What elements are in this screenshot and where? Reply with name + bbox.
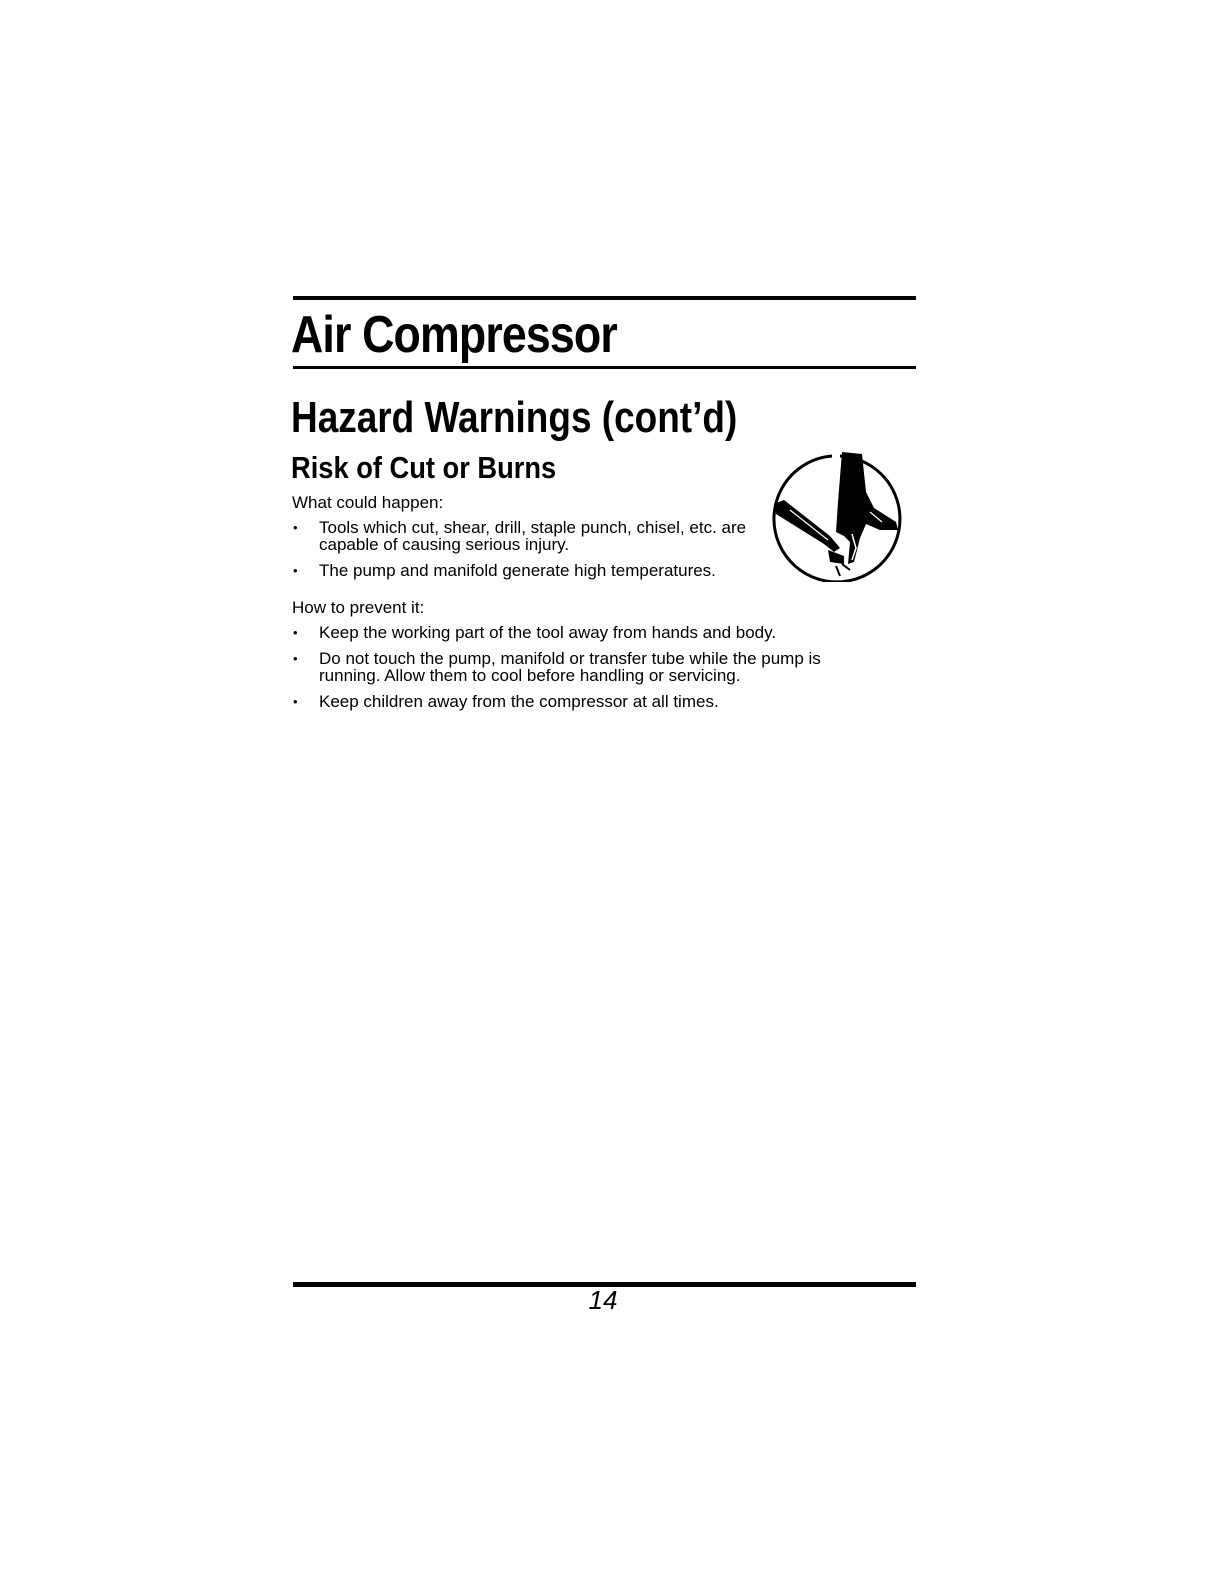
how-to-prevent-label: How to prevent it: xyxy=(292,598,425,617)
page-number: 14 xyxy=(588,1285,618,1315)
page-title: Air Compressor xyxy=(291,306,617,364)
what-could-happen-list xyxy=(292,519,789,588)
list-item: • Tools which cut, shear, drill, staple punch, chisel, etc. are capable of causing serious injury. xyxy=(292,519,789,553)
list-item: • The pump and manifold generate high temperatures. xyxy=(292,562,789,579)
hand-cut-hazard-icon xyxy=(770,452,906,582)
section-heading: Hazard Warnings (cont’d) xyxy=(291,393,738,442)
list-item: • Keep the working part of the tool away from hands and body. xyxy=(292,624,879,641)
list-item: • Keep children away from the compressor at all times. xyxy=(292,693,879,710)
what-could-happen-label: What could happen: xyxy=(292,493,444,512)
top-rule xyxy=(293,296,916,300)
list-item: • Do not touch the pump, manifold or transfer tube while the pump is running. Allow them to cool before handling or servicing. xyxy=(292,650,879,684)
how-to-prevent-list xyxy=(292,624,879,719)
title-underline-rule xyxy=(293,366,916,369)
risk-subheading: Risk of Cut or Burns xyxy=(291,450,557,485)
